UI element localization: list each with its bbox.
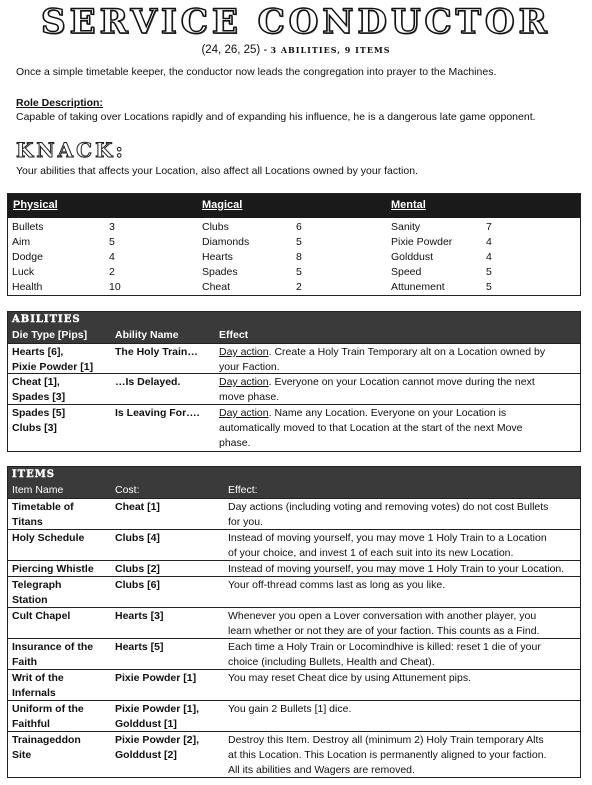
die-type: Clubs [3]	[12, 422, 57, 434]
die-type: Pixie Powder [1]	[12, 361, 94, 373]
mental-header: Mental	[391, 199, 426, 211]
abilities-table	[7, 311, 581, 452]
item-effect: Whenever you open a Lover conversation with another player, you	[228, 610, 537, 622]
intro-text: Once a simple timetable keeper, the conductor now leads the congregation into prayer to the Machines.	[16, 66, 497, 78]
stat-totals: (24, 26, 25) -	[201, 44, 268, 56]
col-cost: Cost:	[115, 484, 140, 496]
item-effect: learn whether or not they are of your faction. This counts as a Find.	[228, 625, 540, 637]
stat-name: Golddust	[391, 251, 434, 263]
stat-name: Pixie Powder	[391, 236, 453, 248]
stat-value: 4	[486, 251, 492, 263]
item-name: Cult Chapel	[12, 610, 71, 622]
item-cost: Cheat [1]	[115, 501, 160, 513]
item-effect: Instead of moving yourself, you may move 1 Holy Train to your Location.	[228, 563, 565, 575]
item-cost: Pixie Powder [1],	[115, 703, 200, 715]
subtitle	[0, 44, 592, 56]
item-name: Station	[12, 594, 48, 606]
stat-name: Attunement	[391, 281, 445, 293]
item-name: Infernals	[12, 687, 56, 699]
stat-value: 5	[296, 266, 302, 278]
ability-effect: . Create a Holy Train Temporary alt on a Location owned by	[268, 346, 546, 358]
action-type: Day action	[219, 407, 269, 419]
item-row	[8, 529, 580, 560]
item-cost: Hearts [3]	[115, 610, 164, 622]
item-effect: for you.	[228, 516, 264, 528]
stat-name: Health	[12, 281, 43, 293]
ability-effect: your Faction.	[219, 361, 280, 373]
role-heading: Role Description:	[16, 97, 103, 109]
stat-value: 3	[109, 221, 115, 233]
item-effect: Instead of moving yourself, you may move 1 Holy Train to a Location	[228, 532, 547, 544]
die-type: Cheat [1],	[12, 376, 60, 388]
stat-name: Speed	[391, 266, 422, 278]
stat-value: 5	[296, 236, 302, 248]
ability-row	[8, 404, 580, 451]
item-cost: Golddust [1]	[115, 718, 177, 730]
stat-value: 4	[486, 236, 492, 248]
item-row	[8, 498, 580, 529]
item-effect: Destroy this Item. Destroy all (minimum 2) Holy Train temporary Alts	[228, 734, 544, 746]
ability-effect: . Everyone on your Location cannot move during the next	[268, 376, 535, 388]
knack-heading: KNACK:	[16, 138, 126, 162]
die-type: Spades [5]	[12, 407, 66, 419]
items-table	[7, 466, 581, 778]
stat-value: 7	[486, 221, 492, 233]
item-row	[8, 669, 580, 700]
abilities-header	[8, 312, 580, 343]
item-row	[8, 700, 580, 731]
item-cost: Pixie Powder [2],	[115, 734, 200, 746]
item-name: Holy Schedule	[12, 532, 85, 544]
ability-effect: phase.	[219, 437, 251, 449]
stat-value: 5	[109, 236, 115, 248]
stat-value: 2	[109, 266, 115, 278]
item-effect: All its abilities and Wagers are removed.	[228, 764, 415, 776]
item-effect: You gain 2 Bullets [1] dice.	[228, 703, 352, 715]
item-effect: Each time a Holy Train or Locomindhive is killed: reset 1 die of your	[228, 641, 541, 653]
item-rows	[8, 498, 580, 777]
page-title: SERVICE CONDUCTOR	[41, 2, 551, 42]
item-row	[8, 731, 580, 777]
ability-effect: automatically moved to that Location at the start of the next Move	[219, 422, 523, 434]
die-type: Hearts [6],	[12, 346, 64, 358]
stat-name: Clubs	[202, 221, 229, 233]
col-item-name: Item Name	[12, 484, 64, 496]
stat-value: 8	[296, 251, 302, 263]
items-caption: ITEMS	[12, 469, 56, 480]
physical-header: Physical	[13, 199, 58, 211]
stat-name: Aim	[12, 236, 31, 248]
item-name: Piercing Whistle	[12, 563, 94, 575]
stat-value: 6	[296, 221, 302, 233]
physical-column	[12, 220, 192, 295]
stat-name: Diamonds	[202, 236, 250, 248]
stat-name: Spades	[202, 266, 238, 278]
item-name: Titans	[12, 516, 43, 528]
stat-name: Hearts	[202, 251, 233, 263]
item-name: Faithful	[12, 718, 50, 730]
item-cost: Hearts [5]	[115, 641, 164, 653]
item-row	[8, 576, 580, 607]
stat-value: 10	[109, 281, 121, 293]
item-effect: of your choice, and invest 1 of each suit into its new Location.	[228, 547, 514, 559]
ability-name: …Is Delayed.	[115, 376, 181, 388]
item-name: Writ of the	[12, 672, 64, 684]
ability-row	[8, 343, 580, 373]
col-die-type: Die Type [Pips]	[12, 329, 88, 341]
stat-name: Dodge	[12, 251, 43, 263]
magical-column	[202, 220, 382, 295]
abilities-caption: ABILITIES	[12, 314, 81, 325]
item-cost: Golddust [2]	[115, 749, 177, 761]
item-effect: Day actions (including voting and removing votes) do not cost Bullets	[228, 501, 549, 513]
stat-name: Luck	[12, 266, 35, 278]
stat-value: 4	[109, 251, 115, 263]
item-name: Trainageddon	[12, 734, 81, 746]
col-effect: Effect	[219, 329, 249, 341]
item-effect: choice (including Bullets, Health and Cheat).	[228, 656, 435, 668]
item-effect: at this Location. This Location is permanently aligned to your faction.	[228, 749, 547, 761]
die-type: Spades [3]	[12, 391, 66, 403]
item-row	[8, 607, 580, 638]
stat-value: 5	[486, 266, 492, 278]
item-effect: Your off-thread comms last as long as you like.	[228, 579, 446, 591]
magical-header: Magical	[202, 199, 243, 211]
item-cost: Clubs [4]	[115, 532, 160, 544]
item-effect: You may reset Cheat dice by using Attunement pips.	[228, 672, 472, 684]
ability-item-counts: 3 ABILITIES, 9 ITEMS	[270, 45, 391, 55]
item-name: Site	[12, 749, 32, 761]
ability-name: The Holy Train…	[115, 346, 198, 358]
stat-value: 2	[296, 281, 302, 293]
item-name: Uniform of the	[12, 703, 84, 715]
stat-name: Sanity	[391, 221, 421, 233]
ability-effect: . Name any Location. Everyone on your Location is	[268, 407, 507, 419]
role-text: Capable of taking over Locations rapidly and of expanding his influence, he is a dangerous late game opponent.	[16, 111, 536, 123]
item-cost: Clubs [2]	[115, 563, 160, 575]
col-ability-name: Ability Name	[115, 329, 179, 341]
ability-effect: move phase.	[219, 391, 280, 403]
action-type: Day action	[219, 376, 269, 388]
item-name: Faith	[12, 656, 38, 668]
item-name: Insurance of the	[12, 641, 94, 653]
item-name: Timetable of	[12, 501, 74, 513]
stats-header	[8, 194, 580, 218]
item-name: Telegraph	[12, 579, 62, 591]
item-cost: Clubs [6]	[115, 579, 160, 591]
item-row	[8, 560, 580, 576]
stat-name: Cheat	[202, 281, 231, 293]
stat-name: Bullets	[12, 221, 44, 233]
item-row	[8, 638, 580, 669]
knack-text: Your abilities that affects your Location, also affect all Locations owned by your faction.	[16, 165, 418, 177]
stats-table	[7, 193, 581, 296]
mental-column	[391, 220, 571, 295]
action-type: Day action	[219, 346, 269, 358]
col-effect: Effect:	[228, 484, 258, 496]
items-header	[8, 467, 580, 498]
stat-value: 5	[486, 281, 492, 293]
item-cost: Pixie Powder [1]	[115, 672, 197, 684]
ability-name: Is Leaving For….	[115, 407, 200, 419]
ability-row	[8, 373, 580, 404]
